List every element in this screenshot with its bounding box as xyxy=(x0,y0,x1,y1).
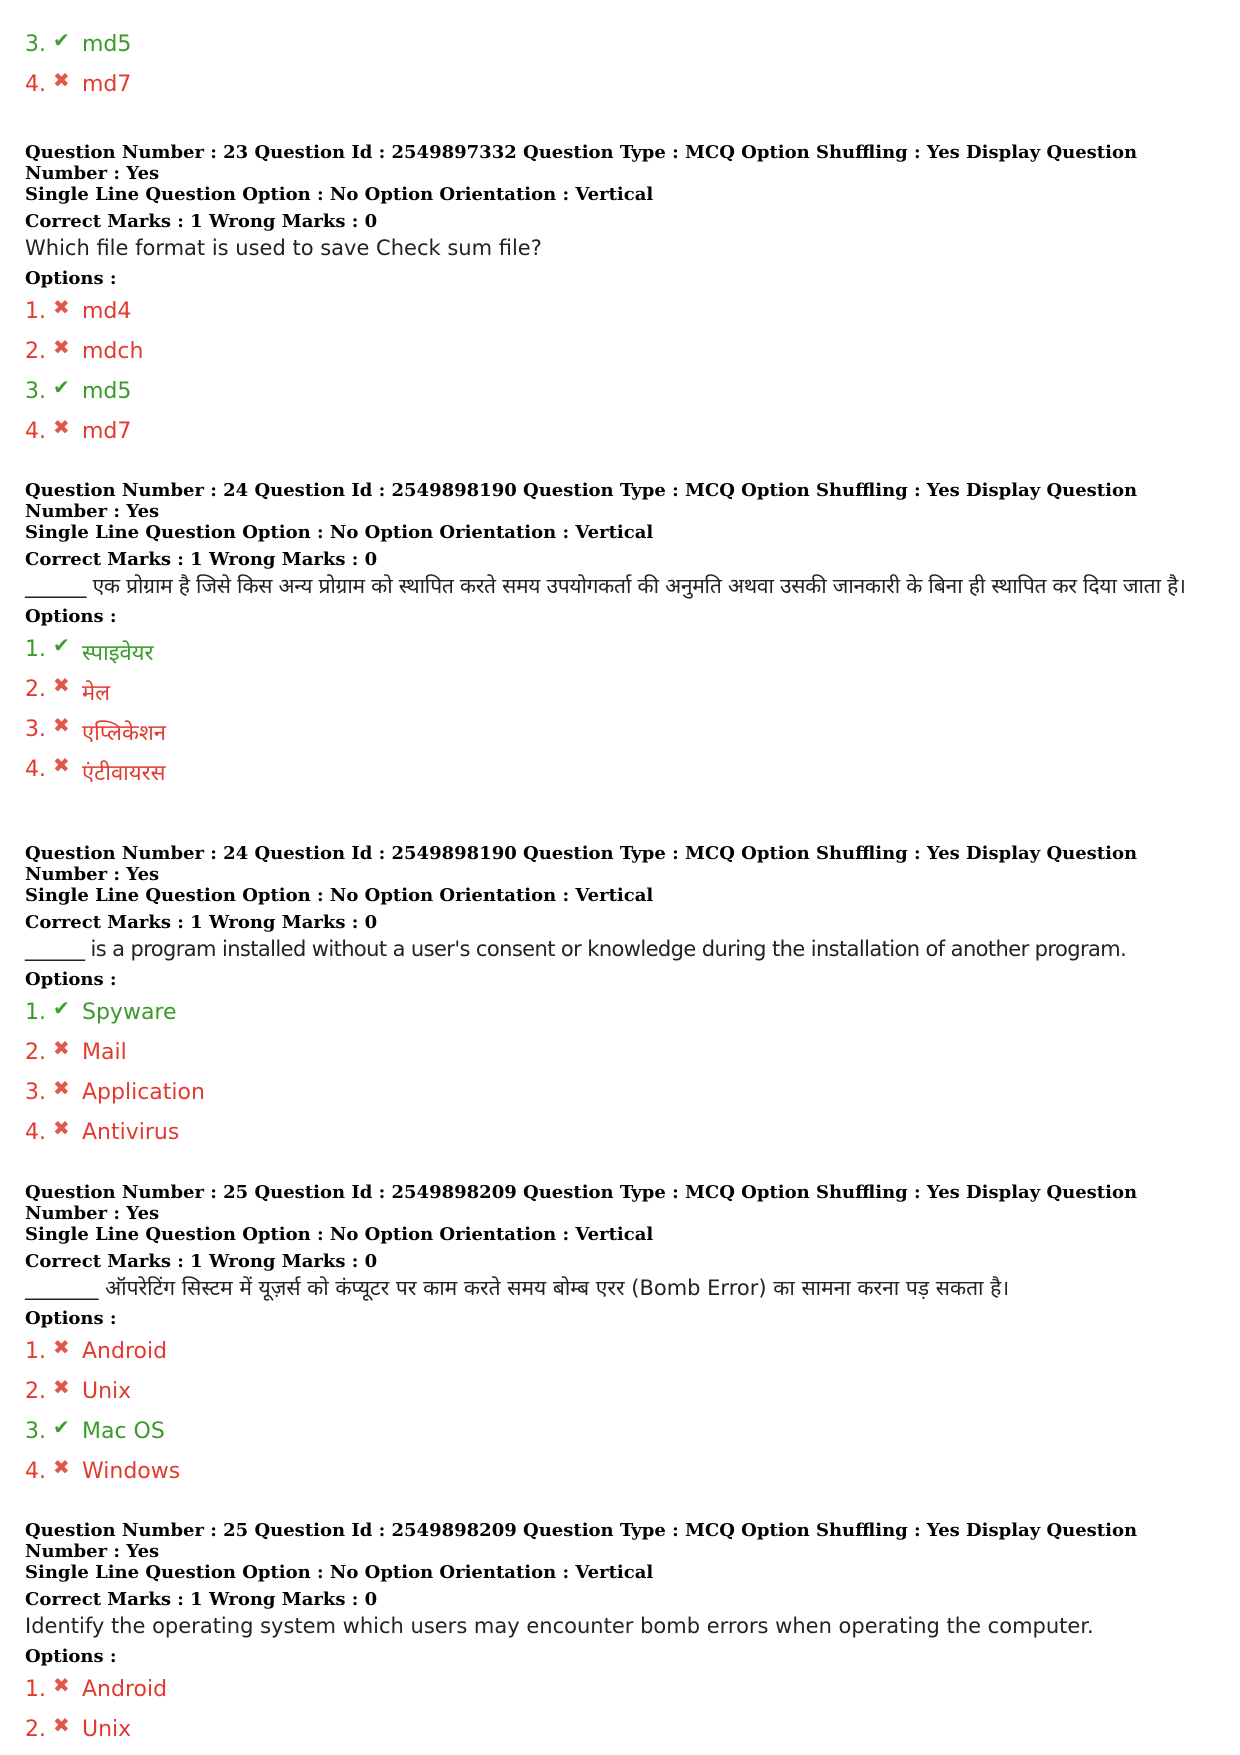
option-item xyxy=(25,707,1225,747)
option-number: 4. xyxy=(25,757,46,782)
question-text: ______ एक प्रोग्राम है जिसे किस अन्य प्रोग्राम को स्थापित करते समय उपयोगकर्ता की अनुमति अथवा उसकी जानकारी के बिना ही स्थापित कर दिया जाता है। xyxy=(25,574,1186,598)
question-meta: Question Number : 24 Question Id : 2549898190 Question Type : MCQ Option Shuffling : Yes Display Question Number : Yes xyxy=(25,480,1138,522)
question-text: Identify the operating system which users may encounter bomb errors when operating the computer. xyxy=(25,1614,1094,1638)
option-item xyxy=(25,22,1225,62)
option-text: Mail xyxy=(82,1040,127,1065)
option-number: 2. xyxy=(25,1717,46,1742)
option-number: 3. xyxy=(25,1080,46,1105)
option-number: 4. xyxy=(25,72,46,97)
question-marks: Correct Marks : 1 Wrong Marks : 0 xyxy=(25,211,378,232)
option-text: Application xyxy=(82,1080,205,1105)
option-item xyxy=(25,369,1225,409)
option-text: md5 xyxy=(82,379,132,404)
option-text: mdch xyxy=(82,339,144,364)
options-label: Options : xyxy=(25,606,117,627)
cross-icon: ✖ xyxy=(53,1116,70,1140)
check-icon: ✔ xyxy=(53,996,70,1020)
option-item xyxy=(25,990,1225,1030)
option-text: md7 xyxy=(82,72,132,97)
cross-icon: ✖ xyxy=(53,1713,70,1737)
cross-icon: ✖ xyxy=(53,68,70,92)
question-options-meta: Single Line Question Option : No Option Orientation : Vertical xyxy=(25,184,654,205)
check-icon: ✔ xyxy=(53,1415,70,1439)
option-text: स्पाइवेयर xyxy=(82,641,154,666)
option-number: 3. xyxy=(25,379,46,404)
question-options-meta: Single Line Question Option : No Option Orientation : Vertical xyxy=(25,885,654,906)
option-text: Unix xyxy=(82,1379,132,1404)
cross-icon: ✖ xyxy=(53,713,70,737)
question-options-meta: Single Line Question Option : No Option Orientation : Vertical xyxy=(25,522,654,543)
check-icon: ✔ xyxy=(53,375,70,399)
option-text: Android xyxy=(82,1339,168,1364)
option-item xyxy=(25,1369,1225,1409)
option-item xyxy=(25,62,1225,102)
options-label: Options : xyxy=(25,969,117,990)
question-marks: Correct Marks : 1 Wrong Marks : 0 xyxy=(25,912,378,933)
option-item xyxy=(25,1707,1225,1747)
options-label: Options : xyxy=(25,1646,117,1667)
question-options-meta: Single Line Question Option : No Option Orientation : Vertical xyxy=(25,1562,654,1583)
cross-icon: ✖ xyxy=(53,1335,70,1359)
check-icon: ✔ xyxy=(53,633,70,657)
option-item xyxy=(25,667,1225,707)
check-icon: ✔ xyxy=(53,28,70,52)
question-text: _______ ऑपरेटिंग सिस्टम में यूज़र्स को कंप्यूटर पर काम करते समय बोम्ब एरर (Bomb Error) का सामना करना पड़ सकता है। xyxy=(25,1276,1010,1300)
question-options-meta: Single Line Question Option : No Option Orientation : Vertical xyxy=(25,1224,654,1245)
question-meta: Question Number : 25 Question Id : 2549898209 Question Type : MCQ Option Shuffling : Yes Display Question Number : Yes xyxy=(25,1182,1138,1224)
option-text: एंटीवायरस xyxy=(82,761,166,786)
option-item xyxy=(25,1449,1225,1489)
option-number: 4. xyxy=(25,1459,46,1484)
option-item xyxy=(25,1070,1225,1110)
option-item xyxy=(25,1667,1225,1707)
cross-icon: ✖ xyxy=(53,1036,70,1060)
option-list xyxy=(25,990,1225,1150)
option-text: Mac OS xyxy=(82,1419,165,1444)
option-list xyxy=(25,627,1225,787)
cross-icon: ✖ xyxy=(53,1673,70,1697)
question-block xyxy=(25,480,1225,787)
option-item xyxy=(25,627,1225,667)
question-marks: Correct Marks : 1 Wrong Marks : 0 xyxy=(25,549,378,570)
option-number: 2. xyxy=(25,1040,46,1065)
question-meta: Question Number : 25 Question Id : 2549898209 Question Type : MCQ Option Shuffling : Yes Display Question Number : Yes xyxy=(25,1520,1138,1562)
option-text: md5 xyxy=(82,32,132,57)
option-text: Windows xyxy=(82,1459,181,1484)
question-meta: Question Number : 23 Question Id : 2549897332 Question Type : MCQ Option Shuffling : Yes Display Question Number : Yes xyxy=(25,142,1138,184)
question-block xyxy=(25,1182,1225,1489)
cross-icon: ✖ xyxy=(53,295,70,319)
option-item xyxy=(25,747,1225,787)
option-number: 2. xyxy=(25,339,46,364)
option-item xyxy=(25,289,1225,329)
option-item xyxy=(25,329,1225,369)
option-number: 3. xyxy=(25,717,46,742)
option-number: 4. xyxy=(25,419,46,444)
cross-icon: ✖ xyxy=(53,673,70,697)
option-number: 1. xyxy=(25,1677,46,1702)
question-meta: Question Number : 24 Question Id : 2549898190 Question Type : MCQ Option Shuffling : Yes Display Question Number : Yes xyxy=(25,843,1138,885)
option-text: Unix xyxy=(82,1717,132,1742)
option-number: 4. xyxy=(25,1120,46,1145)
option-text: Spyware xyxy=(82,1000,177,1025)
option-list xyxy=(25,1329,1225,1489)
option-number: 1. xyxy=(25,637,46,662)
option-item xyxy=(25,1030,1225,1070)
option-item xyxy=(25,1110,1225,1150)
option-number: 2. xyxy=(25,1379,46,1404)
question-block xyxy=(25,1520,1225,1747)
option-number: 3. xyxy=(25,1419,46,1444)
option-text: md4 xyxy=(82,299,132,324)
option-item xyxy=(25,1409,1225,1449)
question-marks: Correct Marks : 1 Wrong Marks : 0 xyxy=(25,1589,378,1610)
question-text: Which file format is used to save Check sum file? xyxy=(25,236,542,260)
option-number: 1. xyxy=(25,1339,46,1364)
option-text: मेल xyxy=(82,681,111,706)
option-number: 1. xyxy=(25,299,46,324)
option-list xyxy=(25,1667,1225,1747)
cross-icon: ✖ xyxy=(53,335,70,359)
option-text: Android xyxy=(82,1677,168,1702)
option-number: 3. xyxy=(25,32,46,57)
option-item xyxy=(25,1329,1225,1369)
options-label: Options : xyxy=(25,268,117,289)
option-list xyxy=(25,289,1225,449)
question-marks: Correct Marks : 1 Wrong Marks : 0 xyxy=(25,1251,378,1272)
option-text: md7 xyxy=(82,419,132,444)
question-text: ______ is a program installed without a user's consent or knowledge during the installation of another program. xyxy=(25,937,1127,961)
cross-icon: ✖ xyxy=(53,1455,70,1479)
cross-icon: ✖ xyxy=(53,415,70,439)
cross-icon: ✖ xyxy=(53,1076,70,1100)
options-label: Options : xyxy=(25,1308,117,1329)
option-item xyxy=(25,409,1225,449)
option-number: 1. xyxy=(25,1000,46,1025)
question-block xyxy=(25,843,1225,1150)
option-number: 2. xyxy=(25,677,46,702)
cross-icon: ✖ xyxy=(53,753,70,777)
cross-icon: ✖ xyxy=(53,1375,70,1399)
option-text: Antivirus xyxy=(82,1120,180,1145)
option-text: एप्लिकेशन xyxy=(82,721,167,746)
question-block xyxy=(25,142,1225,449)
previous-question-options xyxy=(25,22,1225,102)
